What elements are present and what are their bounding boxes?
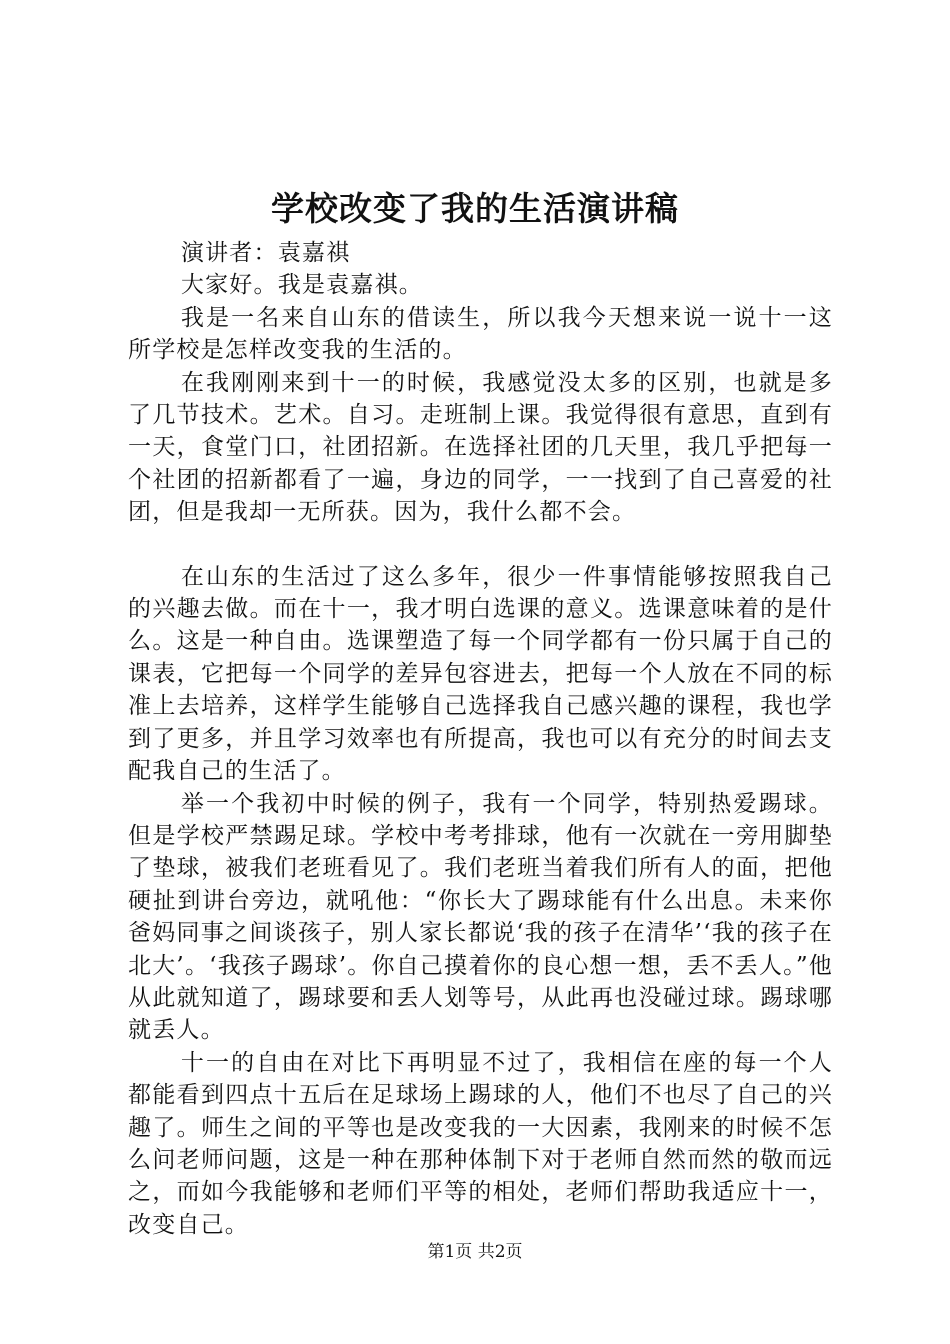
page-number-footer: 第1页 共2页 <box>427 1242 523 1262</box>
body-paragraph: 十一的自由在对比下再明显不过了，我相信在座的每一个人都能看到四点十五后在足球场上踢球的人，他们不也尽了自己的兴趣了。师生之间的平等也是改变我的一大因素，我刚来的时候不怎么问老师问题，这是一种在那种体制下对于老师自然而然的敬而远之，而如今我能够和老师们平等的相处，老师们帮助我适应十一，改变自己。 <box>128 1049 833 1238</box>
body-paragraph: 在我刚刚来到十一的时候，我感觉没太多的区别，也就是多了几节技术。艺术。自习。走班制上课。我觉得很有意思，直到有一天，食堂门口，社团招新。在选择社团的几天里，我几乎把每一个社团的招新都看了一遍，身边的同学，一一找到了自己喜爱的社团，但是我却一无所获。因为，我什么都不会。 <box>128 369 833 526</box>
greeting-paragraph: 大家好。我是袁嘉祺。 <box>180 272 423 299</box>
body-paragraph: 我是一名来自山东的借读生，所以我今天想来说一说十一这所学校是怎样改变我的生活的。 <box>128 304 833 364</box>
body-paragraph: 在山东的生活过了这么多年，很少一件事情能够按照我自己的兴趣去做。而在十一，我才明白选课的意义。选课意味着的是什么。这是一种自由。选课塑造了每一个同学都有一份只属于自己的课表，它把每一个同学的差异包容进去，把每一个人放在不同的标准上去培养，这样学生能够自己选择我自己感兴趣的课程，我也学到了更多，并且学习效率也有所提高，我也可以有充分的时间去支配我自己的生活了。 <box>128 563 833 785</box>
page-title: 学校改变了我的生活演讲稿 <box>271 189 679 228</box>
speaker-line: 演讲者：袁嘉祺 <box>180 240 351 266</box>
body-paragraph: 举一个我初中时候的例子，我有一个同学，特别热爱踢球。但是学校严禁踢足球。学校中考考排球，他有一次就在一旁用脚垫了垫球，被我们老班看见了。我们老班当着我们所有人的面，把他硬扯到讲台旁边，就吼他：“你长大了踢球能有什么出息。未来你爸妈同事之间谈孩子，别人家长都说‘我的孩子在清华’‘我的孩子在北大’。‘我孩子踢球’。你自己摸着你的良心想一想，丢不丢人。”他从此就知道了，踢球要和丢人划等号，从此再也没碰过球。踢球哪就丢人。 <box>128 790 833 1044</box>
document-body <box>128 237 833 1241</box>
